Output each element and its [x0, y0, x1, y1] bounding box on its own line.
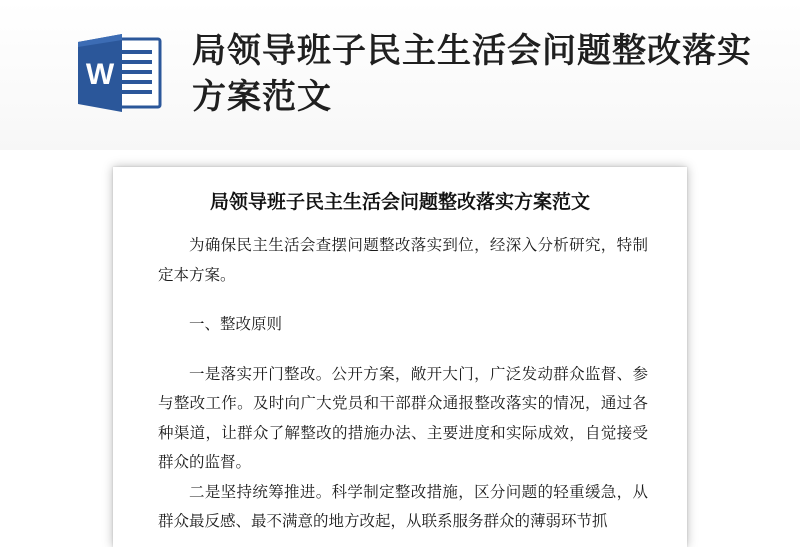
- body-paragraph: 二是坚持统筹推进。科学制定整改措施，区分问题的轻重缓急，从群众最反感、最不满意的地方改起，从联系服务群众的薄弱环节抓: [158, 482, 648, 530]
- section-heading: 一、整改原则: [189, 315, 283, 333]
- document-page-preview: [113, 167, 687, 547]
- body-paragraph: 一是落实开门整改。公开方案，敞开大门，广泛发动群众监督、参与整改工作。及时向广大党员和干部群众通报整改落实的情况，通过各种渠道，让群众了解整改的措施办法、主要进度和实际成效，自觉接受群众的监督。: [158, 364, 648, 471]
- word-document-icon: [76, 32, 166, 114]
- intro-paragraph: 为确保民主生活会查摆问题整改落实到位，经深入分析研究，特制定本方案。: [158, 236, 648, 284]
- word-icon-letter: W: [85, 58, 115, 91]
- document-body: [158, 231, 648, 537]
- page-title: 局领导班子民主生活会问题整改落实方案范文: [192, 31, 752, 117]
- document-title: 局领导班子民主生活会问题整改落实方案范文: [209, 191, 590, 213]
